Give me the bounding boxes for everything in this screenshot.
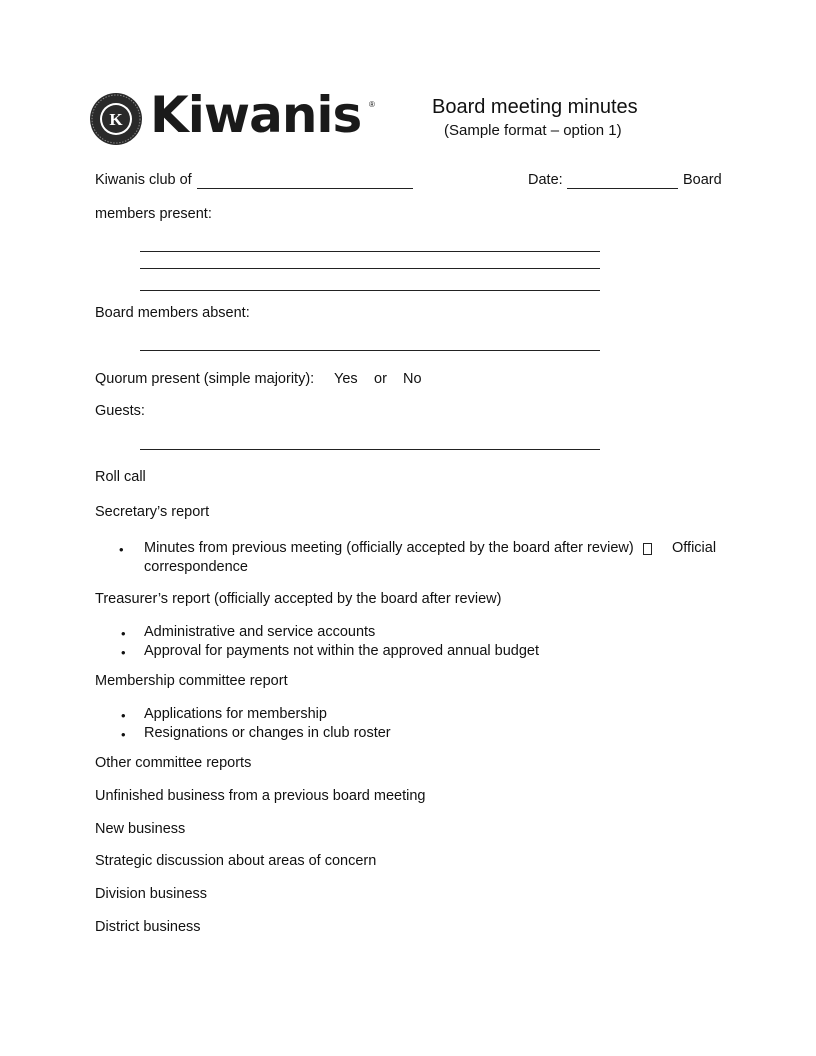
- members-absent-line[interactable]: [140, 350, 600, 351]
- strategic-discussion-heading: Strategic discussion about areas of concern: [95, 853, 377, 869]
- list-item: Administrative and service accounts: [144, 624, 376, 640]
- club-label: Kiwanis club of: [95, 172, 192, 188]
- roll-call-heading: Roll call: [95, 469, 146, 485]
- quorum-label: Quorum present (simple majority):: [95, 371, 315, 387]
- members-present-label: members present:: [95, 206, 212, 222]
- guests-label: Guests:: [95, 403, 145, 419]
- bullet-icon: •: [121, 708, 126, 723]
- district-business-heading: District business: [95, 919, 201, 935]
- bullet-icon: •: [121, 645, 126, 660]
- secretary-heading: Secretary’s report: [95, 504, 210, 520]
- date-trailing-text: Board: [683, 172, 722, 188]
- quorum-or: or: [374, 371, 387, 387]
- guests-line[interactable]: [140, 449, 600, 450]
- list-item-tail: Official: [672, 540, 717, 556]
- division-business-heading: Division business: [95, 886, 208, 902]
- membership-heading: Membership committee report: [95, 673, 288, 689]
- logo-wordmark: Kiwanis: [150, 86, 362, 144]
- list-item: Applications for membership: [144, 706, 327, 722]
- list-item-continuation: correspondence: [144, 559, 248, 575]
- quorum-yes[interactable]: Yes: [334, 371, 358, 387]
- members-present-line-2[interactable]: [140, 268, 600, 269]
- list-item: Resignations or changes in club roster: [144, 725, 391, 741]
- svg-text:K: K: [109, 110, 123, 129]
- new-business-heading: New business: [95, 821, 186, 837]
- page-subtitle: (Sample format – option 1): [444, 122, 622, 139]
- date-label: Date:: [528, 172, 563, 188]
- missing-glyph-box: [643, 543, 652, 555]
- other-committee-heading: Other committee reports: [95, 755, 252, 771]
- page-title: Board meeting minutes: [432, 96, 638, 118]
- unfinished-business-heading: Unfinished business from a previous board meeting: [95, 788, 426, 804]
- bullet-icon: •: [121, 727, 126, 742]
- quorum-no[interactable]: No: [403, 371, 422, 387]
- treasurer-heading: Treasurer’s report (officially accepted by the board after review): [95, 591, 502, 607]
- members-absent-label: Board members absent:: [95, 305, 250, 321]
- members-present-line-3[interactable]: [140, 290, 600, 291]
- list-item: Minutes from previous meeting (officially accepted by the board after review): [144, 540, 634, 556]
- bullet-icon: •: [121, 626, 126, 641]
- club-blank-line[interactable]: [197, 188, 413, 189]
- kiwanis-logo: [88, 86, 383, 148]
- bullet-icon: •: [119, 542, 124, 557]
- list-item: Approval for payments not within the approved annual budget: [144, 643, 539, 659]
- kiwanis-seal-icon: [88, 91, 144, 147]
- registered-mark: ®: [369, 100, 375, 109]
- date-blank-line[interactable]: [567, 188, 678, 189]
- members-present-line-1[interactable]: [140, 251, 600, 252]
